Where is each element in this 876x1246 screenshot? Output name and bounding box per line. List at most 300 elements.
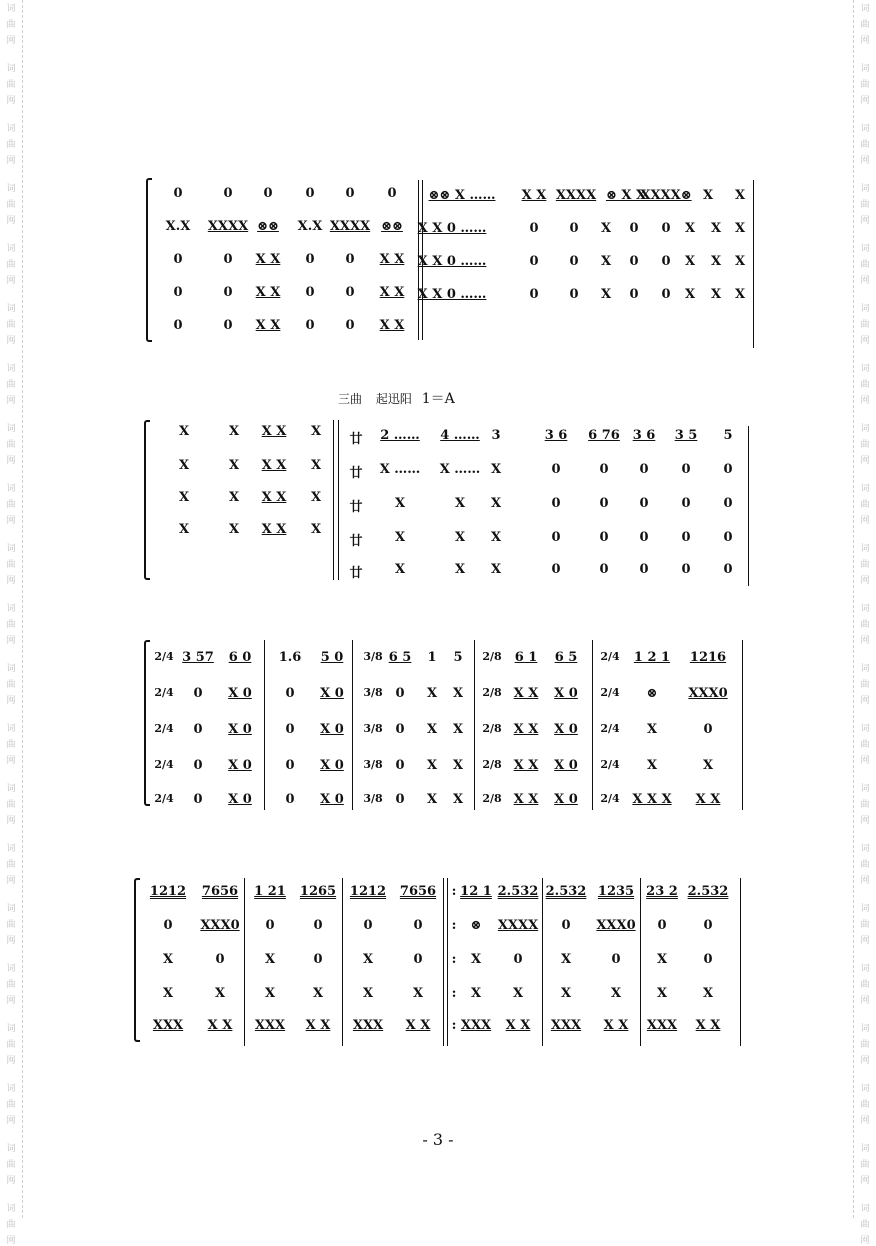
notation-cell: 0: [551, 562, 561, 577]
notation-cell: X X: [521, 188, 547, 203]
watermark-glyph: 曲: [860, 1040, 870, 1050]
notation-cell: 0: [681, 462, 691, 477]
notation-cell: 廿: [349, 534, 363, 549]
watermark-glyph: 网: [6, 936, 16, 946]
notation-cell: X X: [261, 490, 287, 505]
notation-cell: X: [646, 722, 658, 737]
watermark-glyph: 曲: [860, 200, 870, 210]
notation-cell: X: [412, 986, 424, 1001]
watermark-glyph: 曲: [860, 20, 870, 30]
notation-cell: X X: [513, 686, 539, 701]
watermark-glyph: 网: [6, 1176, 16, 1186]
time-signature: 2/4: [154, 722, 174, 735]
notation-cell: X: [228, 522, 240, 537]
watermark-glyph: 网: [6, 576, 16, 586]
watermark-glyph: 词: [860, 484, 870, 494]
notation-cell: X: [684, 221, 696, 236]
notation-cell: 0: [413, 918, 423, 933]
notation-cell: X X: [261, 522, 287, 537]
watermark-glyph: 曲: [6, 860, 16, 870]
notation-cell: X X: [405, 1018, 431, 1033]
watermark-glyph: 词: [6, 244, 16, 254]
notation-cell: X: [710, 287, 722, 302]
watermark-glyph: 网: [6, 696, 16, 706]
notation-cell: 0: [265, 918, 275, 933]
notation-cell: X: [214, 986, 226, 1001]
time-signature: 3/8: [363, 792, 383, 805]
notation-cell: X 0: [554, 758, 578, 773]
notation-cell: X: [454, 530, 466, 545]
notation-cell: X: [646, 758, 658, 773]
time-signature: 2/4: [154, 792, 174, 805]
watermark-glyph: 词: [6, 664, 16, 674]
time-signature: 3/8: [363, 686, 383, 699]
notation-cell: XXX: [550, 1018, 582, 1033]
notation-cell: 0: [551, 462, 561, 477]
watermark-glyph: 曲: [6, 800, 16, 810]
notation-cell: 0: [703, 918, 713, 933]
watermark-glyph: 词: [860, 424, 870, 434]
notation-cell: 0: [305, 318, 315, 333]
notation-cell: 1.6: [278, 650, 302, 665]
notation-cell: X: [178, 458, 190, 473]
notation-cell: X: [178, 490, 190, 505]
notation-cell: X: [162, 952, 174, 967]
notation-cell: 6 5: [388, 650, 412, 665]
notation-cell: X: [734, 254, 746, 269]
notation-cell: X: [362, 952, 374, 967]
watermark-glyph: 曲: [6, 200, 16, 210]
notation-cell: 0: [305, 186, 315, 201]
notation-cell: X: [452, 722, 464, 737]
bar-line: [542, 878, 543, 1046]
notation-cell: 0: [395, 792, 405, 807]
notation-cell: X.X: [297, 219, 323, 234]
notation-cell: X X: [305, 1018, 331, 1033]
notation-cell: 0: [313, 952, 323, 967]
page-number: - 3 -: [422, 1130, 454, 1149]
notation-cell: 0: [599, 562, 609, 577]
notation-cell: X 0: [320, 792, 344, 807]
notation-cell: X: [310, 522, 322, 537]
notation-cell: 廿: [349, 466, 363, 481]
notation-cell: 4 ……: [440, 428, 480, 443]
notation-cell: 0: [681, 530, 691, 545]
notation-cell: 0: [629, 287, 639, 302]
watermark-glyph: 词: [6, 364, 16, 374]
watermark-glyph: 网: [6, 1056, 16, 1066]
notation-cell: 0: [285, 758, 295, 773]
notation-cell: 廿: [349, 500, 363, 515]
notation-cell: X ……: [439, 462, 481, 477]
notation-cell: 0: [529, 254, 539, 269]
notation-cell: 0: [173, 252, 183, 267]
notation-cell: X 0: [228, 686, 252, 701]
watermark-glyph: 网: [860, 696, 870, 706]
notation-cell: :: [451, 884, 457, 899]
notation-cell: 0: [703, 952, 713, 967]
notation-cell: X X: [255, 318, 281, 333]
notation-cell: X X: [513, 792, 539, 807]
notation-cell: X X: [379, 252, 405, 267]
notation-cell: 2.532: [545, 884, 587, 899]
watermark-glyph: 网: [6, 1236, 16, 1246]
notation-cell: XXX: [254, 1018, 286, 1033]
watermark-glyph: 曲: [6, 560, 16, 570]
notation-cell: XXXX: [329, 219, 371, 234]
notation-cell: X: [734, 188, 746, 203]
time-signature: 2/4: [600, 722, 620, 735]
notation-cell: 0: [723, 496, 733, 511]
notation-cell: ⊗⊗: [257, 219, 279, 234]
notation-cell: 1216: [689, 650, 727, 665]
notation-cell: XXX0: [596, 918, 636, 933]
watermark-glyph: 词: [860, 964, 870, 974]
notation-cell: 0: [657, 918, 667, 933]
notation-cell: X: [264, 986, 276, 1001]
notation-cell: XXX: [152, 1018, 184, 1033]
notation-cell: 1265: [299, 884, 337, 899]
notation-cell: 0: [599, 530, 609, 545]
notation-cell: 1235: [597, 884, 635, 899]
notation-cell: X: [310, 490, 322, 505]
watermark-glyph: 词: [6, 304, 16, 314]
notation-cell: X: [600, 221, 612, 236]
section-tempo: 起迅阳: [375, 392, 412, 406]
notation-cell: X: [470, 952, 482, 967]
notation-cell: X: [264, 952, 276, 967]
watermark-glyph: 曲: [860, 740, 870, 750]
time-signature: 3/8: [363, 758, 383, 771]
notation-cell: X: [454, 562, 466, 577]
watermark-glyph: 曲: [6, 1160, 16, 1170]
bar-line: [244, 878, 245, 1046]
watermark-glyph: 词: [6, 784, 16, 794]
watermark-glyph: 网: [6, 36, 16, 46]
watermark-glyph: 网: [6, 216, 16, 226]
watermark-glyph: 词: [6, 124, 16, 134]
notation-cell: 0: [723, 462, 733, 477]
notation-cell: 6 0: [228, 650, 252, 665]
watermark-glyph: 词: [860, 304, 870, 314]
notation-cell: X: [490, 462, 502, 477]
notation-cell: 0: [551, 530, 561, 545]
watermark-glyph: 网: [6, 1116, 16, 1126]
notation-cell: X: [312, 986, 324, 1001]
notation-cell: :: [451, 1018, 457, 1033]
notation-cell: X 0: [320, 686, 344, 701]
notation-cell: 0: [163, 918, 173, 933]
watermark-glyph: 曲: [860, 560, 870, 570]
watermark-glyph: 词: [6, 604, 16, 614]
notation-cell: 3 57: [182, 650, 214, 665]
watermark-glyph: 网: [860, 936, 870, 946]
time-signature: 2/4: [600, 686, 620, 699]
watermark-glyph: 曲: [6, 20, 16, 30]
notation-cell: X: [684, 287, 696, 302]
notation-cell: X X: [379, 285, 405, 300]
watermark-glyph: 网: [6, 156, 16, 166]
notation-cell: :: [451, 918, 457, 933]
watermark-glyph: 曲: [860, 1160, 870, 1170]
watermark-glyph: 网: [6, 876, 16, 886]
watermark-glyph: 词: [6, 484, 16, 494]
notation-cell: 0: [345, 186, 355, 201]
watermark-glyph: 曲: [6, 320, 16, 330]
notation-cell: 0: [223, 285, 233, 300]
notation-cell: 0: [513, 952, 523, 967]
time-signature: 2/4: [154, 650, 174, 663]
notation-cell: 0: [629, 254, 639, 269]
watermark-glyph: 曲: [6, 140, 16, 150]
watermark-glyph: 网: [860, 396, 870, 406]
bar-line: [640, 878, 641, 1046]
notation-cell: X: [362, 986, 374, 1001]
notation-cell: X 0: [554, 792, 578, 807]
watermark-glyph: 词: [860, 664, 870, 674]
notation-cell: 6 1: [514, 650, 538, 665]
notation-cell: 0: [413, 952, 423, 967]
watermark-glyph: 曲: [860, 800, 870, 810]
watermark-glyph: 网: [860, 576, 870, 586]
notation-cell: X X: [513, 758, 539, 773]
watermark-glyph: 词: [6, 1204, 16, 1214]
notation-cell: 0: [599, 462, 609, 477]
notation-cell: 2 ……: [380, 428, 420, 443]
notation-cell: 0: [193, 686, 203, 701]
notation-cell: X: [454, 496, 466, 511]
notation-cell: 0: [223, 318, 233, 333]
notation-cell: 3 6: [632, 428, 656, 443]
notation-cell: X X: [603, 1018, 629, 1033]
notation-cell: 3 6: [544, 428, 568, 443]
notation-cell: 0: [345, 252, 355, 267]
notation-cell: 0: [193, 722, 203, 737]
notation-cell: 0: [629, 221, 639, 236]
notation-cell: X: [394, 562, 406, 577]
notation-cell: 1: [427, 650, 437, 665]
watermark-glyph: 词: [860, 1144, 870, 1154]
notation-cell: X: [452, 792, 464, 807]
watermark-glyph: 曲: [860, 1100, 870, 1110]
notation-cell: X X: [255, 285, 281, 300]
watermark-glyph: 词: [6, 1084, 16, 1094]
time-signature: 2/8: [482, 792, 502, 805]
notation-cell: X: [426, 722, 438, 737]
watermark-glyph: 曲: [860, 260, 870, 270]
notation-cell: 0: [661, 287, 671, 302]
watermark-glyph: 曲: [860, 860, 870, 870]
notation-cell: X: [394, 530, 406, 545]
time-signature: 2/8: [482, 722, 502, 735]
bar-line: [342, 878, 343, 1046]
watermark-glyph: 网: [860, 516, 870, 526]
notation-cell: X: [702, 986, 714, 1001]
notation-cell: 5 0: [320, 650, 344, 665]
watermark-glyph: 词: [860, 844, 870, 854]
watermark-glyph: 网: [860, 156, 870, 166]
watermark-glyph: 网: [6, 396, 16, 406]
notation-cell: 0: [611, 952, 621, 967]
watermark-glyph: 曲: [860, 380, 870, 390]
time-signature: 2/4: [600, 650, 620, 663]
notation-cell: X: [162, 986, 174, 1001]
notation-cell: 0: [223, 186, 233, 201]
notation-cell: 1212: [149, 884, 187, 899]
notation-cell: 0: [387, 186, 397, 201]
watermark-glyph: 曲: [860, 440, 870, 450]
notation-cell: 0: [395, 722, 405, 737]
watermark-glyph: 网: [860, 1056, 870, 1066]
notation-cell: ⊗ X X: [605, 188, 647, 203]
notation-cell: 廿: [349, 566, 363, 581]
notation-cell: X: [228, 490, 240, 505]
watermark-glyph: 网: [860, 636, 870, 646]
notation-cell: 6 5: [554, 650, 578, 665]
notation-cell: X X: [261, 424, 287, 439]
notation-cell: XXXX: [207, 219, 249, 234]
watermark-glyph: 词: [860, 124, 870, 134]
time-signature: 2/4: [154, 686, 174, 699]
notation-cell: 0: [681, 496, 691, 511]
notation-cell: X X X: [632, 792, 672, 807]
notation-cell: 0: [285, 722, 295, 737]
notation-cell: X: [656, 986, 668, 1001]
watermark-glyph: 词: [860, 724, 870, 734]
watermark-glyph: 网: [6, 996, 16, 1006]
watermark-glyph: 词: [6, 904, 16, 914]
watermark-glyph: 词: [6, 184, 16, 194]
notation-cell: 0: [223, 252, 233, 267]
notation-cell: X X: [513, 722, 539, 737]
notation-cell: X: [394, 496, 406, 511]
notation-cell: 0: [305, 252, 315, 267]
notation-cell: X: [228, 424, 240, 439]
notation-cell: XXXX: [497, 918, 539, 933]
notation-cell: X: [178, 522, 190, 537]
notation-cell: XXX0: [200, 918, 240, 933]
watermark-glyph: 网: [6, 636, 16, 646]
notation-cell: 0: [569, 254, 579, 269]
notation-cell: :: [451, 986, 457, 1001]
time-signature: 2/8: [482, 686, 502, 699]
watermark-glyph: 曲: [860, 80, 870, 90]
watermark-glyph: 曲: [6, 440, 16, 450]
notation-cell: XXXX⊗: [640, 188, 692, 203]
notation-cell: 廿: [349, 432, 363, 447]
watermark-glyph: 网: [6, 336, 16, 346]
watermark-glyph: 曲: [6, 740, 16, 750]
watermark-glyph: 网: [6, 96, 16, 106]
watermark-glyph: 曲: [6, 680, 16, 690]
notation-cell: X: [490, 562, 502, 577]
watermark-glyph: 词: [6, 64, 16, 74]
notation-cell: X X 0 ……: [417, 254, 487, 269]
notation-cell: X: [512, 986, 524, 1001]
notation-cell: 3: [491, 428, 501, 443]
notation-cell: X: [560, 986, 572, 1001]
watermark-glyph: 词: [6, 844, 16, 854]
notation-cell: 12 1: [460, 884, 492, 899]
watermark-glyph: 词: [6, 964, 16, 974]
notation-cell: 0: [285, 686, 295, 701]
notation-cell: 0: [569, 287, 579, 302]
notation-cell: X: [470, 986, 482, 1001]
notation-cell: XXX: [460, 1018, 492, 1033]
notation-cell: X X: [379, 318, 405, 333]
watermark-glyph: 词: [860, 1084, 870, 1094]
notation-cell: X: [710, 221, 722, 236]
watermark-glyph: 网: [6, 276, 16, 286]
notation-cell: X 0: [228, 792, 252, 807]
watermark-glyph: 词: [860, 244, 870, 254]
notation-cell: X: [684, 254, 696, 269]
notation-cell: X: [490, 496, 502, 511]
notation-cell: X 0: [228, 758, 252, 773]
notation-cell: X X: [207, 1018, 233, 1033]
watermark-glyph: 网: [860, 96, 870, 106]
notation-cell: X: [178, 424, 190, 439]
watermark-glyph: 网: [860, 876, 870, 886]
notation-cell: 0: [561, 918, 571, 933]
notation-cell: 0: [529, 221, 539, 236]
notation-cell: 0: [551, 496, 561, 511]
notation-cell: X: [560, 952, 572, 967]
watermark-glyph: 网: [860, 276, 870, 286]
watermark-glyph: 曲: [6, 920, 16, 930]
notation-cell: 0: [723, 562, 733, 577]
notation-cell: 0: [263, 186, 273, 201]
watermark-glyph: 曲: [860, 620, 870, 630]
notation-cell: 2.532: [497, 884, 539, 899]
system-brace: [134, 878, 140, 1042]
bar-line: [443, 878, 444, 1046]
notation-cell: 2.532: [687, 884, 729, 899]
time-signature: 3/8: [363, 650, 383, 663]
notation-cell: X: [310, 458, 322, 473]
notation-cell: X 0: [228, 722, 252, 737]
notation-cell: ⊗⊗: [381, 219, 403, 234]
time-signature: 3/8: [363, 722, 383, 735]
notation-cell: 1 2 1: [633, 650, 671, 665]
notation-cell: 0: [569, 221, 579, 236]
watermark-glyph: 词: [6, 544, 16, 554]
notation-cell: ⊗: [470, 918, 482, 933]
notation-cell: 0: [661, 221, 671, 236]
notation-cell: 1212: [349, 884, 387, 899]
watermark-glyph: 词: [860, 904, 870, 914]
watermark-glyph: 词: [6, 724, 16, 734]
notation-cell: :: [451, 952, 457, 967]
notation-cell: 0: [285, 792, 295, 807]
notation-cell: X: [426, 686, 438, 701]
notation-cell: X X 0 ……: [417, 221, 487, 236]
notation-cell: X ……: [379, 462, 421, 477]
notation-cell: X X: [255, 252, 281, 267]
watermark-glyph: 词: [6, 4, 16, 14]
watermark-glyph: 网: [6, 756, 16, 766]
watermark-glyph: 词: [6, 1144, 16, 1154]
watermark-glyph: 曲: [860, 1220, 870, 1230]
notation-cell: X 0: [320, 722, 344, 737]
watermark-glyph: 网: [860, 816, 870, 826]
watermark-glyph: 网: [860, 216, 870, 226]
notation-cell: 0: [661, 254, 671, 269]
notation-cell: 0: [639, 562, 649, 577]
notation-cell: ⊗⊗ X ……: [428, 188, 496, 203]
watermark-glyph: 词: [860, 64, 870, 74]
notation-cell: XXX: [352, 1018, 384, 1033]
